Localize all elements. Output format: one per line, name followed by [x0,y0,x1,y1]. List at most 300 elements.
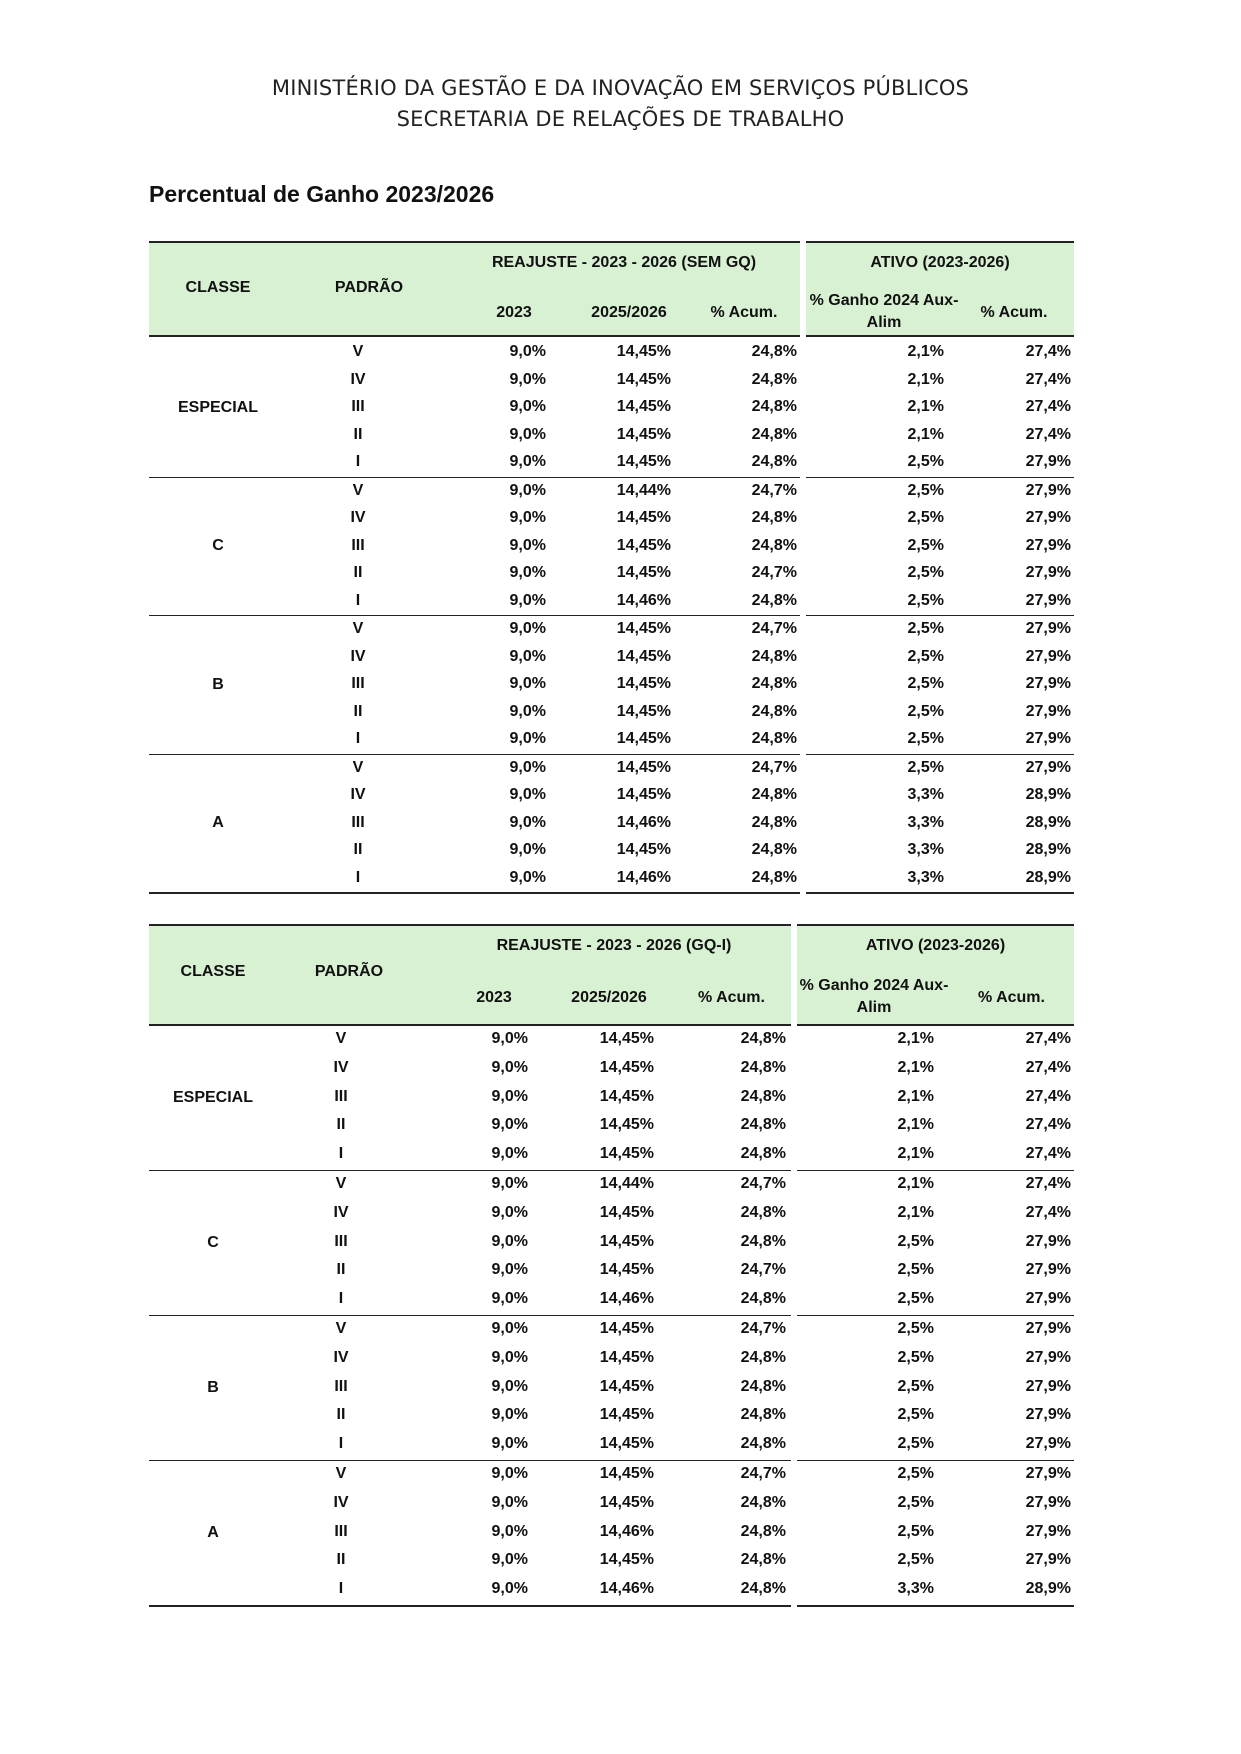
cell-ganho-aux-alim: 2,5% [897,1464,934,1482]
cell-acum-ativo: 27,9% [1025,591,1071,609]
cell-2023: 9,0% [509,370,546,388]
cell-padrao: III [334,1522,348,1540]
cell-acum-ativo: 27,9% [1025,1348,1071,1366]
classe-group [149,1026,1074,1171]
cell-2023: 9,0% [491,1319,528,1337]
table-row [149,1402,1074,1431]
cell-acum: 24,8% [740,1377,786,1395]
cell-acum-ativo: 28,9% [1025,786,1071,803]
header-acum-ativo: % Acum. [978,989,1045,1006]
header-acum: % Acum. [710,304,778,321]
cell-ganho-aux-alim: 3,3% [907,786,944,803]
cell-ganho-aux-alim: 2,5% [907,758,944,776]
cell-padrao: I [338,1580,344,1598]
header-ativo: ATIVO (2023-2026) [865,937,1006,954]
cell-acum: 24,8% [740,1290,786,1308]
cell-padrao: V [352,343,364,360]
classe-group [149,1171,1074,1316]
cell-acum-ativo: 28,9% [1025,841,1071,858]
header-ganho-aux-alim: % Ganho 2024 Aux-Alim [809,292,959,331]
cell-acum-ativo: 27,4% [1025,370,1071,388]
cell-2025-2026: 14,45% [599,1116,654,1134]
table-row [149,533,1074,561]
cell-ganho-aux-alim: 2,1% [907,398,944,415]
cell-2025-2026: 14,45% [616,758,671,776]
cell-acum: 24,8% [740,1030,786,1047]
table-sem-gq [149,241,1074,894]
header-ganho-aux-alim: % Ganho 2024 Aux-Alim [799,977,949,1016]
table-row [149,810,1074,838]
header-2025-2026: 2025/2026 [591,304,667,321]
cell-padrao: II [336,1116,346,1134]
cell-acum: 24,8% [740,1580,786,1598]
cell-acum: 24,8% [740,1116,786,1134]
cell-2023: 9,0% [509,509,546,526]
table-body [149,339,1074,894]
classe-group [149,755,1074,895]
table-row [149,837,1074,865]
cell-acum: 24,7% [740,1174,786,1192]
cell-2023: 9,0% [491,1580,528,1598]
cell-2025-2026: 14,45% [616,398,671,415]
cell-acum: 24,8% [751,647,797,665]
cell-ganho-aux-alim: 2,5% [907,620,944,637]
cell-padrao: III [334,1087,348,1105]
cell-ganho-aux-alim: 2,1% [897,1030,934,1047]
classe-label: C [212,537,224,555]
header-2025-2026: 2025/2026 [571,989,647,1006]
cell-2023: 9,0% [491,1145,528,1163]
cell-2025-2026: 14,45% [616,536,671,554]
cell-2025-2026: 14,45% [599,1087,654,1105]
cell-2025-2026: 14,45% [616,841,671,858]
table-row [149,782,1074,810]
table-body [149,1026,1074,1607]
cell-ganho-aux-alim: 2,1% [907,370,944,388]
table-row [149,1286,1074,1315]
cell-ganho-aux-alim: 2,5% [897,1319,934,1337]
cell-ganho-aux-alim: 2,1% [897,1058,934,1076]
cell-acum-ativo: 27,4% [1025,1058,1071,1076]
cell-2025-2026: 14,46% [599,1290,654,1308]
cell-2023: 9,0% [491,1174,528,1192]
cell-acum-ativo: 27,4% [1025,1174,1071,1192]
cell-acum-ativo: 27,9% [1025,1406,1071,1424]
cell-acum: 24,8% [751,730,797,747]
cell-acum: 24,8% [740,1522,786,1540]
cell-ganho-aux-alim: 3,3% [897,1580,934,1598]
cell-acum-ativo: 27,9% [1025,1377,1071,1395]
cell-padrao: IV [350,370,366,388]
cell-ganho-aux-alim: 2,5% [907,564,944,581]
classe-group [149,616,1074,755]
cell-acum: 24,7% [751,620,797,637]
cell-padrao: I [338,1145,344,1163]
cell-acum: 24,8% [740,1348,786,1366]
cell-acum-ativo: 27,9% [1025,1232,1071,1250]
cell-padrao: II [353,841,363,858]
cell-padrao: V [335,1174,347,1192]
classe-label: ESPECIAL [177,398,258,416]
cell-padrao: II [353,564,363,581]
cell-acum-ativo: 27,9% [1025,647,1071,665]
header-acum-ativo: % Acum. [980,304,1048,321]
cell-2023: 9,0% [491,1406,528,1424]
cell-ganho-aux-alim: 2,5% [897,1377,934,1395]
cell-2025-2026: 14,45% [599,1203,654,1221]
cell-2023: 9,0% [509,786,546,803]
cell-acum-ativo: 27,9% [1025,702,1071,720]
cell-2023: 9,0% [491,1464,528,1482]
cell-acum-ativo: 27,4% [1025,1087,1071,1105]
cell-ganho-aux-alim: 2,5% [907,702,944,720]
cell-acum: 24,8% [751,453,797,470]
header-padrao: PADRÃO [314,963,384,980]
cell-2025-2026: 14,45% [616,730,671,747]
cell-ganho-aux-alim: 3,3% [907,868,944,886]
cell-acum-ativo: 27,9% [1025,509,1071,526]
cell-2025-2026: 14,45% [599,1406,654,1424]
cell-2025-2026: 14,45% [599,1464,654,1482]
cell-2023: 9,0% [491,1377,528,1395]
cell-padrao: V [352,758,364,776]
table-row [149,449,1074,477]
cell-acum: 24,7% [751,758,797,776]
table-row [149,1084,1074,1113]
cell-acum-ativo: 27,9% [1025,1261,1071,1279]
classe-label: C [207,1233,219,1251]
cell-2025-2026: 14,45% [616,620,671,637]
cell-2025-2026: 14,45% [616,675,671,692]
cell-acum: 24,8% [751,591,797,609]
table-row [149,644,1074,672]
cell-padrao: IV [350,647,366,665]
cell-2025-2026: 14,45% [599,1348,654,1366]
cell-2023: 9,0% [509,702,546,720]
cell-ganho-aux-alim: 2,1% [897,1174,934,1192]
cell-acum-ativo: 28,9% [1025,868,1071,886]
cell-acum-ativo: 27,9% [1025,620,1071,637]
cell-padrao: IV [333,1058,349,1076]
cell-padrao: I [355,730,361,747]
cell-padrao: III [334,1377,348,1395]
table-row [149,1200,1074,1229]
cell-2023: 9,0% [491,1348,528,1366]
cell-acum: 24,8% [751,398,797,415]
cell-acum: 24,8% [740,1058,786,1076]
cell-ganho-aux-alim: 2,5% [907,536,944,554]
cell-padrao: III [351,536,365,554]
table-row [149,478,1074,506]
table-row [149,1141,1074,1170]
cell-ganho-aux-alim: 2,5% [907,647,944,665]
cell-acum-ativo: 27,9% [1025,536,1071,554]
cell-2025-2026: 14,45% [616,564,671,581]
cell-acum: 24,8% [751,536,797,554]
cell-padrao: II [353,702,363,720]
cell-acum: 24,8% [751,343,797,360]
cell-ganho-aux-alim: 2,1% [897,1116,934,1134]
cell-2025-2026: 14,45% [599,1493,654,1511]
table-row [149,1257,1074,1286]
cell-acum-ativo: 28,9% [1025,813,1071,831]
cell-ganho-aux-alim: 2,5% [907,591,944,609]
cell-acum: 24,7% [740,1261,786,1279]
cell-2023: 9,0% [509,620,546,637]
cell-ganho-aux-alim: 2,5% [897,1232,934,1250]
cell-acum-ativo: 27,4% [1025,1203,1071,1221]
cell-ganho-aux-alim: 2,5% [907,509,944,526]
cell-acum-ativo: 27,9% [1025,564,1071,581]
cell-2023: 9,0% [491,1435,528,1453]
cell-acum-ativo: 27,9% [1025,1290,1071,1308]
table-row [149,1461,1074,1490]
cell-acum-ativo: 27,9% [1025,1493,1071,1511]
cell-2023: 9,0% [491,1290,528,1308]
cell-2023: 9,0% [491,1232,528,1250]
cell-acum: 24,8% [740,1435,786,1453]
cell-2025-2026: 14,45% [599,1435,654,1453]
cell-2025-2026: 14,45% [599,1319,654,1337]
cell-padrao: I [338,1290,344,1308]
table-row [149,394,1074,422]
cell-acum: 24,8% [740,1406,786,1424]
cell-2025-2026: 14,45% [599,1030,654,1047]
cell-acum-ativo: 27,9% [1025,758,1071,776]
cell-padrao: I [355,453,361,470]
table-row [149,616,1074,644]
cell-2025-2026: 14,46% [616,868,671,886]
cell-padrao: I [355,868,361,886]
cell-acum-ativo: 27,9% [1025,1522,1071,1540]
cell-acum: 24,8% [740,1145,786,1163]
cell-2025-2026: 14,45% [616,786,671,803]
table-row [149,1431,1074,1460]
cell-acum: 24,8% [740,1551,786,1569]
table-row [149,505,1074,533]
cell-2025-2026: 14,45% [616,453,671,470]
cell-2023: 9,0% [509,481,546,499]
cell-ganho-aux-alim: 2,5% [897,1261,934,1279]
cell-2023: 9,0% [509,343,546,360]
cell-padrao: II [336,1551,346,1569]
classe-group [149,1461,1074,1607]
cell-acum: 24,8% [751,702,797,720]
cell-ganho-aux-alim: 2,5% [907,675,944,692]
cell-2023: 9,0% [491,1522,528,1540]
cell-ganho-aux-alim: 2,1% [897,1203,934,1221]
table-header [149,241,1074,339]
cell-acum: 24,8% [751,675,797,692]
cell-ganho-aux-alim: 2,1% [907,425,944,443]
header-acum: % Acum. [698,989,765,1006]
table-row [149,699,1074,727]
table-gq-i [149,924,1074,1607]
cell-acum: 24,8% [740,1493,786,1511]
cell-padrao: I [355,591,361,609]
cell-padrao: V [335,1464,347,1482]
cell-2023: 9,0% [509,591,546,609]
cell-ganho-aux-alim: 2,1% [897,1145,934,1163]
cell-2025-2026: 14,45% [616,702,671,720]
cell-acum: 24,7% [740,1464,786,1482]
cell-padrao: II [353,425,363,443]
header-reajuste: REAJUSTE - 2023 - 2026 (SEM GQ) [491,254,757,271]
cell-2023: 9,0% [509,868,546,886]
classe-group [149,478,1074,617]
cell-2023: 9,0% [509,425,546,443]
cell-ganho-aux-alim: 2,1% [907,343,944,360]
cell-ganho-aux-alim: 2,5% [907,453,944,470]
cell-2025-2026: 14,45% [599,1261,654,1279]
table-row [149,755,1074,783]
classe-label: A [212,814,224,832]
cell-2025-2026: 14,45% [599,1145,654,1163]
header-classe: CLASSE [185,279,251,296]
cell-2025-2026: 14,46% [616,591,671,609]
cell-acum: 24,8% [751,841,797,858]
cell-2023: 9,0% [509,564,546,581]
table-row [149,339,1074,367]
cell-acum: 24,7% [751,564,797,581]
cell-ganho-aux-alim: 2,5% [897,1522,934,1540]
cell-acum: 24,8% [751,509,797,526]
header-classe: CLASSE [180,963,246,980]
table-row [149,1229,1074,1258]
cell-padrao: III [351,813,365,831]
cell-2023: 9,0% [491,1087,528,1105]
cell-ganho-aux-alim: 2,5% [897,1348,934,1366]
cell-ganho-aux-alim: 2,5% [907,481,944,499]
cell-padrao: II [336,1406,346,1424]
table-row [149,588,1074,616]
cell-2023: 9,0% [509,758,546,776]
cell-acum: 24,8% [740,1203,786,1221]
cell-acum-ativo: 27,4% [1025,1116,1071,1134]
cell-padrao: I [338,1435,344,1453]
cell-acum-ativo: 27,9% [1025,1551,1071,1569]
cell-2025-2026: 14,45% [599,1551,654,1569]
table-header [149,924,1074,1026]
cell-2023: 9,0% [509,398,546,415]
cell-2023: 9,0% [491,1058,528,1076]
cell-padrao: II [336,1261,346,1279]
table-row [149,1316,1074,1345]
cell-ganho-aux-alim: 2,5% [897,1290,934,1308]
table-row [149,1490,1074,1519]
table-row [149,1345,1074,1374]
header-padrao: PADRÃO [334,279,404,296]
cell-ganho-aux-alim: 2,5% [897,1493,934,1511]
cell-padrao: V [335,1030,347,1047]
cell-2023: 9,0% [509,647,546,665]
cell-2025-2026: 14,44% [616,481,671,499]
cell-2023: 9,0% [509,730,546,747]
cell-acum-ativo: 27,4% [1025,1145,1071,1163]
cell-padrao: III [351,398,365,415]
table-row [149,422,1074,450]
table-row [149,726,1074,754]
cell-ganho-aux-alim: 2,5% [897,1551,934,1569]
cell-acum-ativo: 28,9% [1025,1580,1071,1598]
cell-2025-2026: 14,45% [616,509,671,526]
classe-group [149,1316,1074,1461]
header-ativo: ATIVO (2023-2026) [870,254,1010,271]
cell-acum: 24,8% [751,370,797,388]
page-title: Percentual de Ganho 2023/2026 [149,181,495,207]
cell-2023: 9,0% [491,1030,528,1047]
cell-2023: 9,0% [509,675,546,692]
cell-2023: 9,0% [509,813,546,831]
cell-acum: 24,8% [751,425,797,443]
cell-ganho-aux-alim: 2,5% [897,1406,934,1424]
cell-2023: 9,0% [491,1116,528,1134]
classe-label: B [212,675,224,693]
cell-padrao: III [351,675,365,692]
cell-acum-ativo: 27,9% [1025,730,1071,747]
cell-2023: 9,0% [491,1203,528,1221]
table-row [149,1576,1074,1605]
table-row [149,1026,1074,1055]
table-row [149,1519,1074,1548]
cell-2023: 9,0% [491,1493,528,1511]
cell-padrao: IV [333,1203,349,1221]
cell-2025-2026: 14,45% [616,425,671,443]
classe-label: B [207,1378,219,1396]
cell-acum: 24,7% [751,481,797,499]
table-row [149,1171,1074,1200]
cell-acum: 24,8% [751,868,797,886]
header-2023: 2023 [476,989,512,1006]
cell-2025-2026: 14,45% [616,370,671,388]
cell-2023: 9,0% [509,453,546,470]
cell-acum: 24,8% [751,786,797,803]
cell-padrao: V [352,620,364,637]
cell-acum-ativo: 27,9% [1025,1435,1071,1453]
cell-padrao: IV [333,1493,349,1511]
header-2023: 2023 [496,304,532,321]
cell-2025-2026: 14,46% [616,813,671,831]
cell-padrao: V [335,1319,347,1337]
header-reajuste: REAJUSTE - 2023 - 2026 (GQ-I) [496,937,732,954]
cell-acum: 24,7% [740,1319,786,1337]
cell-ganho-aux-alim: 2,5% [897,1435,934,1453]
cell-acum: 24,8% [751,813,797,831]
cell-acum-ativo: 27,9% [1025,675,1071,692]
table-row [149,1547,1074,1576]
cell-2025-2026: 14,46% [599,1580,654,1598]
cell-2023: 9,0% [509,841,546,858]
cell-acum-ativo: 27,4% [1025,425,1071,443]
cell-ganho-aux-alim: 2,1% [897,1087,934,1105]
cell-2025-2026: 14,44% [599,1174,654,1192]
classe-group [149,339,1074,478]
cell-padrao: IV [350,509,366,526]
cell-acum: 24,8% [740,1087,786,1105]
cell-acum: 24,8% [740,1232,786,1250]
cell-2025-2026: 14,46% [599,1522,654,1540]
cell-ganho-aux-alim: 2,5% [907,730,944,747]
table-row [149,560,1074,588]
cell-padrao: III [334,1232,348,1250]
table-row [149,1055,1074,1084]
cell-acum-ativo: 27,9% [1025,1464,1071,1482]
table-row [149,1374,1074,1403]
table-row [149,671,1074,699]
cell-acum-ativo: 27,9% [1025,453,1071,470]
cell-2025-2026: 14,45% [599,1058,654,1076]
cell-acum-ativo: 27,4% [1025,343,1071,360]
